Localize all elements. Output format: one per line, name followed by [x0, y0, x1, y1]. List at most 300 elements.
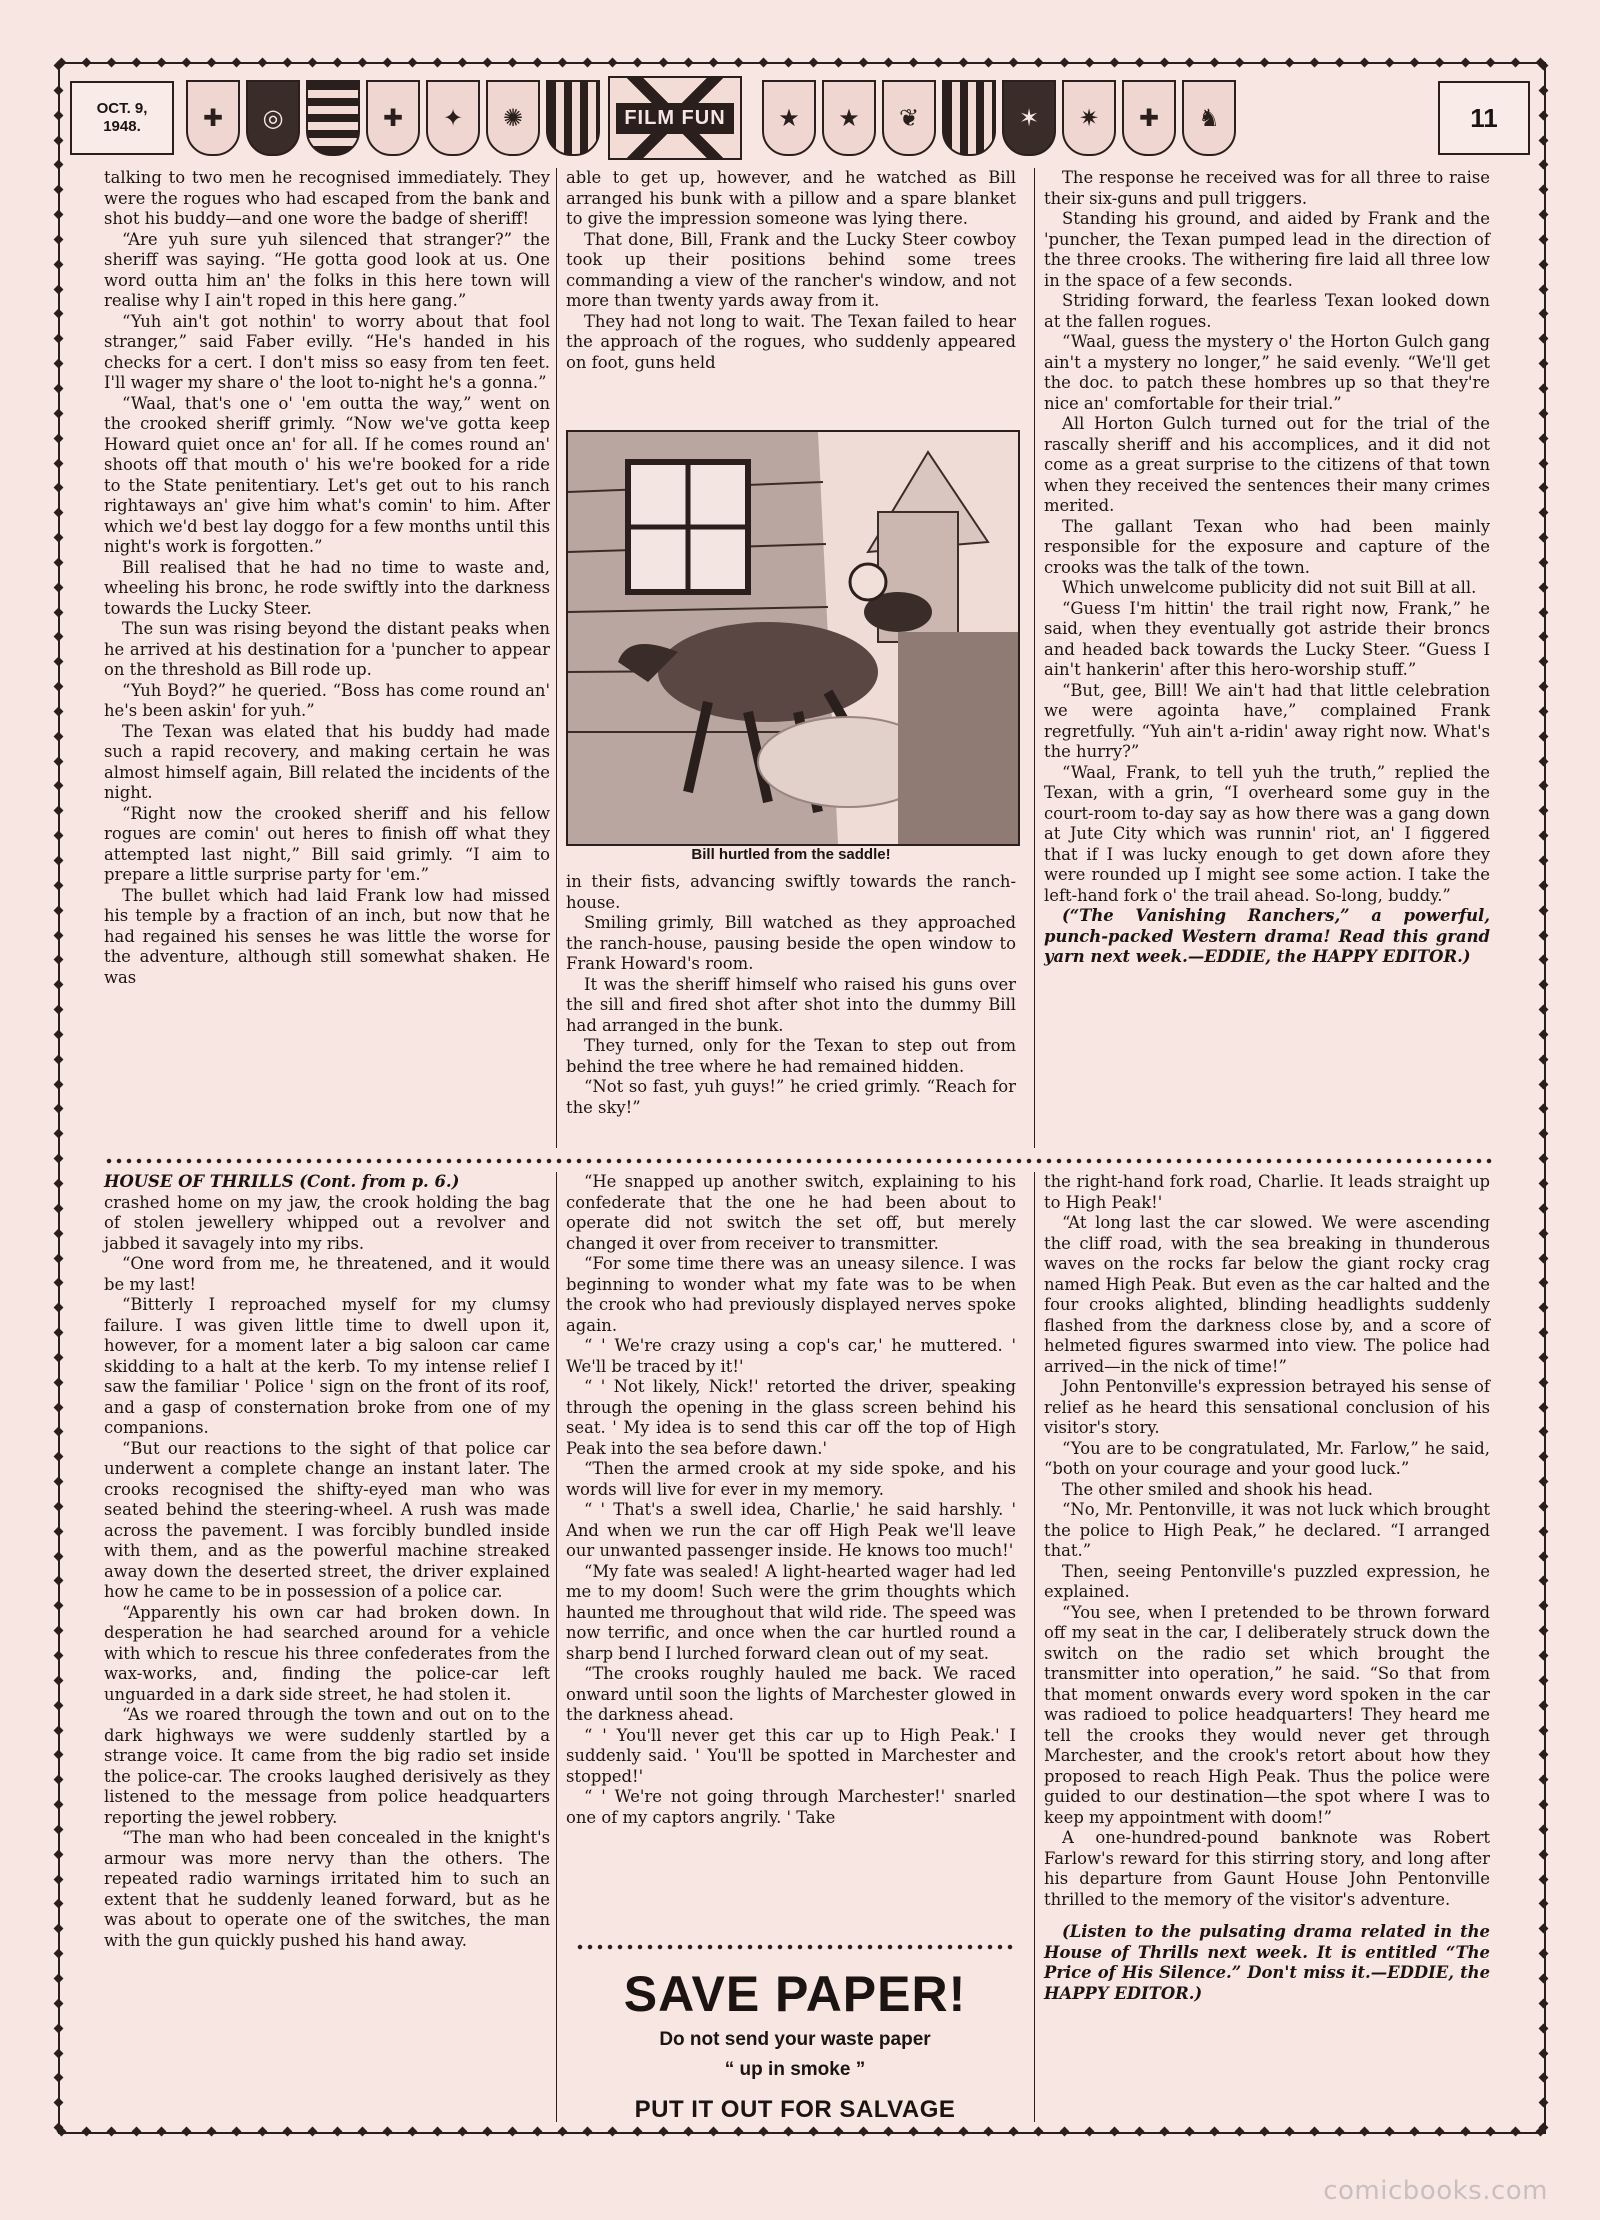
- paragraph: Smiling grimly, Bill watched as they approached the ranch-house, pausing beside the open window to Frank Howard's room.: [566, 913, 1016, 973]
- border-diamond: [53, 1501, 63, 1511]
- border-diamond: [1460, 2126, 1470, 2136]
- border-diamond: [1538, 1626, 1548, 1636]
- border-diamond: [1034, 2126, 1044, 2136]
- border-diamond: [53, 533, 63, 543]
- border-diamond: [107, 2126, 117, 2136]
- border-diamond: [859, 57, 869, 67]
- border-diamond: [53, 557, 63, 567]
- border-diamond: [1538, 632, 1548, 642]
- border-diamond: [307, 57, 317, 67]
- issue-date-year: 1948.: [103, 118, 141, 135]
- border-diamond: [1538, 1849, 1548, 1859]
- border-diamond: [934, 2126, 944, 2136]
- border-diamond: [53, 682, 63, 692]
- border-diamond: [53, 1651, 63, 1661]
- sun-shield-icon: ◎: [246, 80, 300, 156]
- border-diamond: [1385, 57, 1395, 67]
- border-diamond: [1538, 2023, 1548, 2033]
- border-diamond: [53, 1352, 63, 1362]
- paragraph: the right-hand fork road, Charlie. It leads straight up to High Peak!': [1044, 1172, 1490, 1212]
- border-diamond: [1538, 1477, 1548, 1487]
- column-rule: [556, 168, 557, 1148]
- paragraph: “As we roared through the town and out on to the dark highways we were suddenly startled by a strange voice. It came from the big radio set inside the police-car. The crooks laughed derisively as they listened to the message from police headquarters reporting the jewel robbery.: [104, 1705, 550, 1827]
- border-diamond: [984, 57, 994, 67]
- paragraph: They had not long to wait. The Texan failed to hear the approach of the rogues, who suddenly appeared on foot, guns held: [566, 311, 1016, 372]
- border-diamond: [1538, 1352, 1548, 1362]
- border-diamond: [53, 1203, 63, 1213]
- paragraph: “ ' Not likely, Nick!' retorted the driver, speaking through the opening in the glass screen behind his seat. ' My idea is to send this car off the top of High Peak into the sea before dawn.': [566, 1377, 1016, 1458]
- border-diamond: [1410, 57, 1420, 67]
- border-diamond: [959, 2126, 969, 2136]
- border-diamond: [1538, 1029, 1548, 1039]
- border-diamond: [1538, 1974, 1548, 1984]
- paragraph: “You see, when I pretended to be thrown forward off my seat in the car, I deliberately struck down the switch on the radio set which brought the transmitter into operation,” he said. “So that from that moment onwards every word spoken in the car was radioed to police headquarters! They heard me tell the crooks they would never get through Marchester, and the crook's retort about how they proposed to reach High Peak. Thus the police were guided to our destination—the spot where I was to keep my appointment with doom!”: [1044, 1602, 1490, 1827]
- border-diamond: [708, 57, 718, 67]
- border-diamond: [182, 2126, 192, 2136]
- maple-leaf-shield-icon: ❦: [882, 80, 936, 156]
- border-diamond: [1538, 533, 1548, 543]
- border-diamond: [1538, 2048, 1548, 2058]
- border-diamond: [132, 57, 142, 67]
- border-diamond: [1538, 582, 1548, 592]
- border-diamond: [53, 1129, 63, 1139]
- border-diamond: [53, 2073, 63, 2083]
- border-diamond: [1538, 880, 1548, 890]
- border-diamond: [783, 2126, 793, 2136]
- border-diamond: [1485, 57, 1495, 67]
- advert-footer: PUT IT OUT FOR SALVAGE: [634, 2096, 956, 2123]
- border-diamond: [1460, 57, 1470, 67]
- border-diamond: [934, 57, 944, 67]
- column-rule: [1034, 168, 1035, 1148]
- border-diamond: [658, 57, 668, 67]
- border-diamond: [1538, 210, 1548, 220]
- southern-cross-shield-icon: ✶: [1002, 80, 1056, 156]
- border-diamond: [1310, 57, 1320, 67]
- border-diamond: [884, 2126, 894, 2136]
- border-diamond: [53, 1005, 63, 1015]
- striped-shield-icon: [306, 80, 360, 156]
- flag-shields-left: [186, 80, 600, 156]
- border-diamond: [332, 2126, 342, 2136]
- paragraph: “ ' We're not going through Marchester!' snarled one of my captors angrily. ' Take: [566, 1787, 1016, 1827]
- border-diamond: [1538, 185, 1548, 195]
- border-diamond: [53, 1477, 63, 1487]
- border-diamond: [1385, 2126, 1395, 2136]
- border-diamond: [1538, 1576, 1548, 1586]
- border-diamond: [357, 57, 367, 67]
- story-illustration: [566, 430, 1020, 846]
- border-diamond: [53, 1402, 63, 1412]
- border-diamond: [1184, 2126, 1194, 2136]
- paragraph: “Guess I'm hittin' the trail right now, Frank,” he said, when they eventually got astride their broncs and headed back towards the Lucky Steer. “Guess I ain't hankerin' after this hero-worship stuff.”: [1044, 598, 1490, 679]
- paragraph: talking to two men he recognised immediately. They were the rogues who had escaped from the bank and shot his buddy—and one wore the badge of sheriff!: [104, 168, 550, 228]
- border-diamond: [53, 980, 63, 990]
- paragraph: All Horton Gulch turned out for the trial of the rascally sheriff and his accomplices, and it did not come as a great surprise to the citizens of that town when they received the sentences their many crimes merited.: [1044, 414, 1490, 515]
- issue-date: [70, 81, 174, 155]
- border-diamond: [53, 1079, 63, 1089]
- border-diamond: [984, 2126, 994, 2136]
- border-diamond: [658, 2126, 668, 2136]
- border-diamond: [132, 2126, 142, 2136]
- border-diamond: [1538, 930, 1548, 940]
- border-diamond: [733, 2126, 743, 2136]
- paragraph: “The man who had been concealed in the knight's armour was more nervy than the others. The repeated radio warnings irritated him to such an extent that he suddenly leaned forward, but as he was about to operate one of the switches, the man with the gun quickly pushed his hand away.: [104, 1828, 550, 1950]
- border-diamond: [1059, 57, 1069, 67]
- paragraph: “Not so fast, yuh guys!” he cried grimly. “Reach for the sky!”: [566, 1077, 1016, 1117]
- border-diamond: [1538, 1427, 1548, 1437]
- paragraph: “You are to be congratulated, Mr. Farlow,” he said, “both on your courage and your good luck.”: [1044, 1438, 1490, 1478]
- border-diamond: [53, 1054, 63, 1064]
- border-diamond: [1538, 756, 1548, 766]
- border-diamond: [1538, 384, 1548, 394]
- story2-editor-note: (Listen to the pulsating drama related in the House of Thrills next week. It is entitled “The Price of His Silence.” Don't miss it.—EDDIE, the HAPPY EDITOR.): [1044, 1922, 1490, 2003]
- border-diamond: [1538, 1054, 1548, 1064]
- border-diamond: [1538, 1824, 1548, 1834]
- border-diamond: [53, 955, 63, 965]
- border-diamond: [1538, 2073, 1548, 2083]
- border-diamond: [1538, 731, 1548, 741]
- border-diamond: [1538, 781, 1548, 791]
- border-diamond: [683, 57, 693, 67]
- paragraph: “For some time there was an uneasy silence. I was beginning to wonder what my fate was to be when the crook who had previously displayed nerves spoke again.: [566, 1254, 1016, 1335]
- border-diamond: [1538, 1551, 1548, 1561]
- border-diamond: [1538, 309, 1548, 319]
- border-diamond: [1538, 1203, 1548, 1213]
- advert-line-1: Do not send your waste paper: [659, 2029, 931, 2050]
- border-diamond: [53, 1029, 63, 1039]
- border-diamond: [1538, 1328, 1548, 1338]
- border-diamond: [1285, 57, 1295, 67]
- border-diamond: [1538, 1129, 1548, 1139]
- paragraph: “The crooks roughly hauled me back. We raced onward until soon the lights of Marchester glowed in the darkness ahead.: [566, 1664, 1016, 1724]
- story2-heading: HOUSE OF THRILLS (Cont. from p. 6.): [104, 1172, 460, 1191]
- border-diamond: [53, 831, 63, 841]
- border-diamond: [207, 57, 217, 67]
- border-diamond: [708, 2126, 718, 2136]
- border-diamond: [1538, 1924, 1548, 1934]
- border-diamond: [1159, 57, 1169, 67]
- border-diamond: [53, 384, 63, 394]
- border-diamond: [53, 607, 63, 617]
- border-diamond: [1209, 57, 1219, 67]
- striped-shield-icon: [546, 80, 600, 156]
- border-diamond: [1538, 334, 1548, 344]
- border-diamond: [53, 135, 63, 145]
- paragraph: “Waal, Frank, to tell yuh the truth,” replied the Texan, with a grin, “I overheard some guy in the court-room to-day say as how there was a gang down at Jute City which was runnin' riot, an' I figgered that if I was lucky enough to get down afore they were rounded up I might see some action. I take the left-hand fork o' the trail ahead. So-long, buddy.”: [1044, 762, 1490, 905]
- border-diamond: [1510, 57, 1520, 67]
- border-diamond: [1538, 1675, 1548, 1685]
- border-diamond: [53, 1874, 63, 1884]
- border-diamond: [1538, 557, 1548, 567]
- border-diamond: [53, 632, 63, 642]
- border-diamond: [53, 160, 63, 170]
- border-diamond: [1059, 2126, 1069, 2136]
- border-diamond: [1310, 2126, 1320, 2136]
- border-diamond: [1538, 682, 1548, 692]
- border-diamond: [1009, 57, 1019, 67]
- paragraph: The other smiled and shook his head.: [1062, 1479, 1374, 1499]
- border-diamond: [53, 1974, 63, 1984]
- advert-dotted-rule: [575, 1944, 1015, 1950]
- border-diamond: [1538, 980, 1548, 990]
- border-diamond: [1538, 433, 1548, 443]
- border-diamond: [1538, 1228, 1548, 1238]
- border-diamond: [1538, 160, 1548, 170]
- paragraph: “At long last the car slowed. We were ascending the cliff road, with the sea breaking in thunderous waves on the rocks far below the giant rocky crag named High Peak. But even as the car halted and the four crooks alighted, blinding headlights suddenly flashed from the darkness close by, and a score of helmeted figures swarmed into view. The police had arrived—in the nick of time!”: [1044, 1213, 1490, 1376]
- border-diamond: [53, 1551, 63, 1561]
- border-diamond: [758, 57, 768, 67]
- border-diamond: [1538, 1899, 1548, 1909]
- border-diamond: [533, 57, 543, 67]
- cross-shield-icon: ✚: [1122, 80, 1176, 156]
- border-diamond: [53, 806, 63, 816]
- paragraph: able to get up, however, and he watched as Bill arranged his bunk with a pillow and a spare blanket to give the impression someone was lying there.: [566, 168, 1016, 228]
- border-diamond: [1538, 1874, 1548, 1884]
- border-diamond: [1538, 1800, 1548, 1810]
- story1-column-1: [104, 168, 550, 988]
- border-diamond: [53, 1526, 63, 1536]
- border-diamond: [833, 2126, 843, 2136]
- paragraph: The Texan was elated that his buddy had made such a rapid recovery, and making certain he was almost himself again, Bill related the incidents of the night.: [104, 721, 550, 802]
- border-diamond: [357, 2126, 367, 2136]
- border-diamond: [884, 57, 894, 67]
- border-diamond: [1538, 1775, 1548, 1785]
- border-diamond: [1538, 408, 1548, 418]
- border-diamond: [833, 57, 843, 67]
- border-diamond: [53, 1154, 63, 1164]
- border-diamond: [53, 1725, 63, 1735]
- border-diamond: [1538, 856, 1548, 866]
- paragraph: “He snapped up another switch, explaining to his confederate that the one he had been about to operate did not switch the set off, but merely changed it over from receiver to transmitter.: [566, 1172, 1016, 1253]
- paragraph: “One word from me, he threatened, and it would be my last!: [104, 1254, 550, 1294]
- border-diamond: [1538, 1402, 1548, 1412]
- story2-column-1: [104, 1172, 550, 1951]
- paragraph: “Waal, guess the mystery o' the Horton Gulch gang ain't a mystery no longer,” he said evenly. “We'll get the doc. to patch these hombres up so that they're nice an' comfortable for their trial.”: [1044, 332, 1490, 413]
- paragraph: “Waal, that's one o' 'em outta the way,” went on the crooked sheriff grimly. “Now we've gotta keep Howard quiet once an' for all. If he comes round an' shoots off that mouth o' his we're booked for a ride to the State penitentiary. Let's get out to his ranch rightaways an' give him what's comin' to him. After which we'd best lay doggo for a few months until this night's work is forgotten.”: [104, 393, 550, 556]
- border-diamond: [53, 210, 63, 220]
- border-diamond: [53, 1849, 63, 1859]
- story2-column-3: [1044, 1172, 1490, 2004]
- paragraph: “Yuh ain't got nothin' to worry about that fool stranger,” said Faber evilly. “He's handed in his checks for a cert. I don't miss so easy from ten feet. I'll wager my share o' the loot to-night he's a gonna.”: [104, 311, 550, 392]
- border-diamond: [53, 1179, 63, 1189]
- border-diamond: [182, 57, 192, 67]
- stars-shield-icon: ✷: [1062, 80, 1116, 156]
- border-diamond: [53, 359, 63, 369]
- border-diamond: [332, 57, 342, 67]
- border-diamond: [1159, 2126, 1169, 2136]
- border-diamond: [458, 2126, 468, 2136]
- story1-column-2-bottom: [566, 872, 1016, 1118]
- border-diamond: [1109, 57, 1119, 67]
- section-divider: [104, 1158, 1496, 1164]
- border-diamond: [1360, 57, 1370, 67]
- border-diamond: [1538, 806, 1548, 816]
- border-diamond: [53, 2048, 63, 2058]
- border-diamond: [583, 2126, 593, 2136]
- border-diamond: [307, 2126, 317, 2136]
- illustration-caption: Bill hurtled from the saddle!: [691, 846, 891, 863]
- paragraph: A one-hundred-pound banknote was Robert Farlow's reward for this stirring story, and long after his departure from Gaunt House John Pentonville thrilled to the memory of the visitor's adventure.: [1044, 1828, 1490, 1909]
- border-diamond: [508, 57, 518, 67]
- border-diamond: [157, 2126, 167, 2136]
- border-diamond: [1538, 458, 1548, 468]
- column-rule: [1034, 1172, 1035, 2122]
- border-diamond: [1538, 1303, 1548, 1313]
- border-diamond: [53, 930, 63, 940]
- border-diamond: [53, 905, 63, 915]
- page-number: 11: [1438, 81, 1530, 155]
- border-diamond: [558, 2126, 568, 2136]
- border-diamond: [859, 2126, 869, 2136]
- cowboy-falling-from-horse-illustration: [568, 432, 1018, 844]
- border-diamond: [1538, 955, 1548, 965]
- border-diamond: [53, 1278, 63, 1288]
- border-diamond: [53, 1427, 63, 1437]
- border-diamond: [53, 1675, 63, 1685]
- border-diamond: [1538, 1526, 1548, 1536]
- border-diamond: [733, 57, 743, 67]
- border-diamond: [53, 483, 63, 493]
- union-flag-title: [608, 76, 742, 160]
- story1-column-2-top: [566, 168, 1016, 373]
- border-diamond: [53, 61, 63, 71]
- border-diamond: [53, 85, 63, 95]
- border-diamond: [53, 1303, 63, 1313]
- border-diamond: [53, 2123, 63, 2133]
- border-diamond: [407, 2126, 417, 2136]
- border-diamond: [1538, 1278, 1548, 1288]
- border-diamond: [1538, 1452, 1548, 1462]
- border-diamond: [53, 1452, 63, 1462]
- border-diamond: [1134, 2126, 1144, 2136]
- border-diamond: [583, 57, 593, 67]
- border-diamond: [683, 2126, 693, 2136]
- border-diamond: [1538, 1601, 1548, 1611]
- paragraph: Standing his ground, and aided by Frank and the 'puncher, the Texan pumped lead in the direction of the three crooks. The withering fire laid all three low in the space of a few seconds.: [1044, 209, 1490, 290]
- border-diamond: [1009, 2126, 1019, 2136]
- paragraph: “Are yuh sure yuh silenced that stranger?” the sheriff was saying. “He gotta good look at us. One word outta him an' the folks in this here town will realise why I ain't roped in this here gang.”: [104, 229, 550, 310]
- border-diamond: [53, 1328, 63, 1338]
- border-diamond: [232, 2126, 242, 2136]
- border-diamond: [1538, 2123, 1548, 2133]
- border-diamond: [53, 508, 63, 518]
- magazine-title: FILM FUN: [616, 103, 733, 134]
- border-diamond: [1538, 1005, 1548, 1015]
- border-diamond: [53, 1949, 63, 1959]
- cross-shield-icon: ✚: [186, 80, 240, 156]
- border-diamond: [257, 57, 267, 67]
- flag-shields-right: [762, 80, 1236, 156]
- border-diamond: [1260, 57, 1270, 67]
- border-diamond: [1538, 85, 1548, 95]
- border-diamond: [1538, 1253, 1548, 1263]
- border-diamond: [1538, 359, 1548, 369]
- border-diamond: [1234, 2126, 1244, 2136]
- border-diamond: [1538, 110, 1548, 120]
- border-diamond: [53, 1626, 63, 1636]
- border-diamond: [53, 433, 63, 443]
- border-diamond: [909, 2126, 919, 2136]
- border-diamond: [1485, 2126, 1495, 2136]
- border-diamond: [53, 706, 63, 716]
- border-diamond: [483, 2126, 493, 2136]
- border-diamond: [1234, 57, 1244, 67]
- border-diamonds-bottom: [58, 2124, 1544, 2138]
- save-paper-advert: [570, 1944, 1020, 2126]
- border-diamond: [82, 57, 92, 67]
- border-diamond: [53, 1377, 63, 1387]
- border-diamond: [1538, 1154, 1548, 1164]
- paragraph: “ ' That's a swell idea, Charlie,' he said harshly. ' And when we run the car off High Peak we'll leave our unwanted passenger inside. He knows too much!': [566, 1500, 1016, 1560]
- watermark: comicbooks.com: [1323, 2176, 1548, 2206]
- border-diamond: [1209, 2126, 1219, 2136]
- paragraph: They turned, only for the Texan to step out from behind the tree where he had remained hidden.: [566, 1036, 1016, 1076]
- border-diamond: [1084, 2126, 1094, 2136]
- column-rule: [556, 1172, 557, 2122]
- border-diamond: [1538, 1179, 1548, 1189]
- story1-column-3: [1044, 168, 1490, 968]
- star-burst-shield-icon: ✺: [486, 80, 540, 156]
- paragraph: “But, gee, Bill! We ain't had that little celebration we were agointa have,” complained Frank regretfully. “Yuh ain't a-ridin' away right now. What's the hurry?”: [1044, 680, 1490, 761]
- border-diamond: [808, 2126, 818, 2136]
- border-diamond: [1538, 135, 1548, 145]
- border-diamond: [1538, 483, 1548, 493]
- border-diamond: [432, 2126, 442, 2136]
- eagle-shield-icon: ✦: [426, 80, 480, 156]
- border-diamond: [1538, 1104, 1548, 1114]
- border-diamond: [282, 57, 292, 67]
- border-diamond: [1538, 831, 1548, 841]
- paragraph: The sun was rising beyond the distant peaks when he arrived at his destination for a 'puncher to appear on the threshold as Bill rode up.: [104, 619, 550, 679]
- border-diamond: [257, 2126, 267, 2136]
- paragraph: Bill realised that he had no time to waste and, wheeling his bronc, he rode swiftly into the darkness towards the Lucky Steer.: [104, 557, 550, 618]
- border-diamond: [1260, 2126, 1270, 2136]
- paragraph: in their fists, advancing swiftly towards the ranch-house.: [566, 872, 1016, 912]
- border-diamond: [1435, 57, 1445, 67]
- border-diamond: [1538, 1700, 1548, 1710]
- border-diamond: [1538, 905, 1548, 915]
- border-diamond: [53, 110, 63, 120]
- border-diamond: [53, 259, 63, 269]
- border-diamond: [1538, 1725, 1548, 1735]
- border-diamond: [1538, 259, 1548, 269]
- border-diamond: [1134, 57, 1144, 67]
- border-diamond: [53, 1700, 63, 1710]
- star-shield-icon: ★: [822, 80, 876, 156]
- border-diamond: [53, 234, 63, 244]
- paragraph: “ ' You'll never get this car up to High Peak.' I suddenly said. ' You'll be spotted in Marchester and stopped!': [566, 1725, 1016, 1786]
- border-diamond: [558, 57, 568, 67]
- border-diamond: [633, 2126, 643, 2136]
- border-diamond: [959, 57, 969, 67]
- paragraph: “But our reactions to the sight of that police car underwent a complete change an instant later. The crooks recognised the shifty-eyed man who was seated behind the steering-wheel. A rush was made across the pavement. I was forcibly bundled inside with them, and as the powerful machine streaked away down the deserted street, the driver explained how he came to be in possession of a police car.: [104, 1438, 550, 1601]
- border-diamond: [1538, 234, 1548, 244]
- paragraph: Striding forward, the fearless Texan looked down at the fallen rogues.: [1044, 291, 1490, 331]
- border-diamond: [483, 57, 493, 67]
- border-diamond: [1538, 508, 1548, 518]
- paragraph: It was the sheriff himself who raised his guns over the sill and fired shot after shot into the dummy Bill had arranged in the bunk.: [566, 974, 1016, 1035]
- paragraph: “Bitterly I reproached myself for my clumsy failure. I was given little time to dwell upon it, however, for a moment later a big saloon car came skidding to a halt at the kerb. To my intense relief I saw the familiar ' Police ' sign on the front of its roof, and a gasp of consternation broke from one of my companions.: [104, 1295, 550, 1437]
- border-diamond: [53, 2098, 63, 2108]
- border-diamond: [53, 334, 63, 344]
- masthead: [70, 70, 1530, 166]
- advert-line-2: “ up in smoke ”: [724, 2059, 866, 2080]
- striped-shield-icon: [942, 80, 996, 156]
- border-diamonds-left: [51, 62, 65, 2132]
- border-diamond: [82, 2126, 92, 2136]
- paragraph: Then, seeing Pentonville's puzzled expression, he explained.: [1044, 1561, 1490, 1601]
